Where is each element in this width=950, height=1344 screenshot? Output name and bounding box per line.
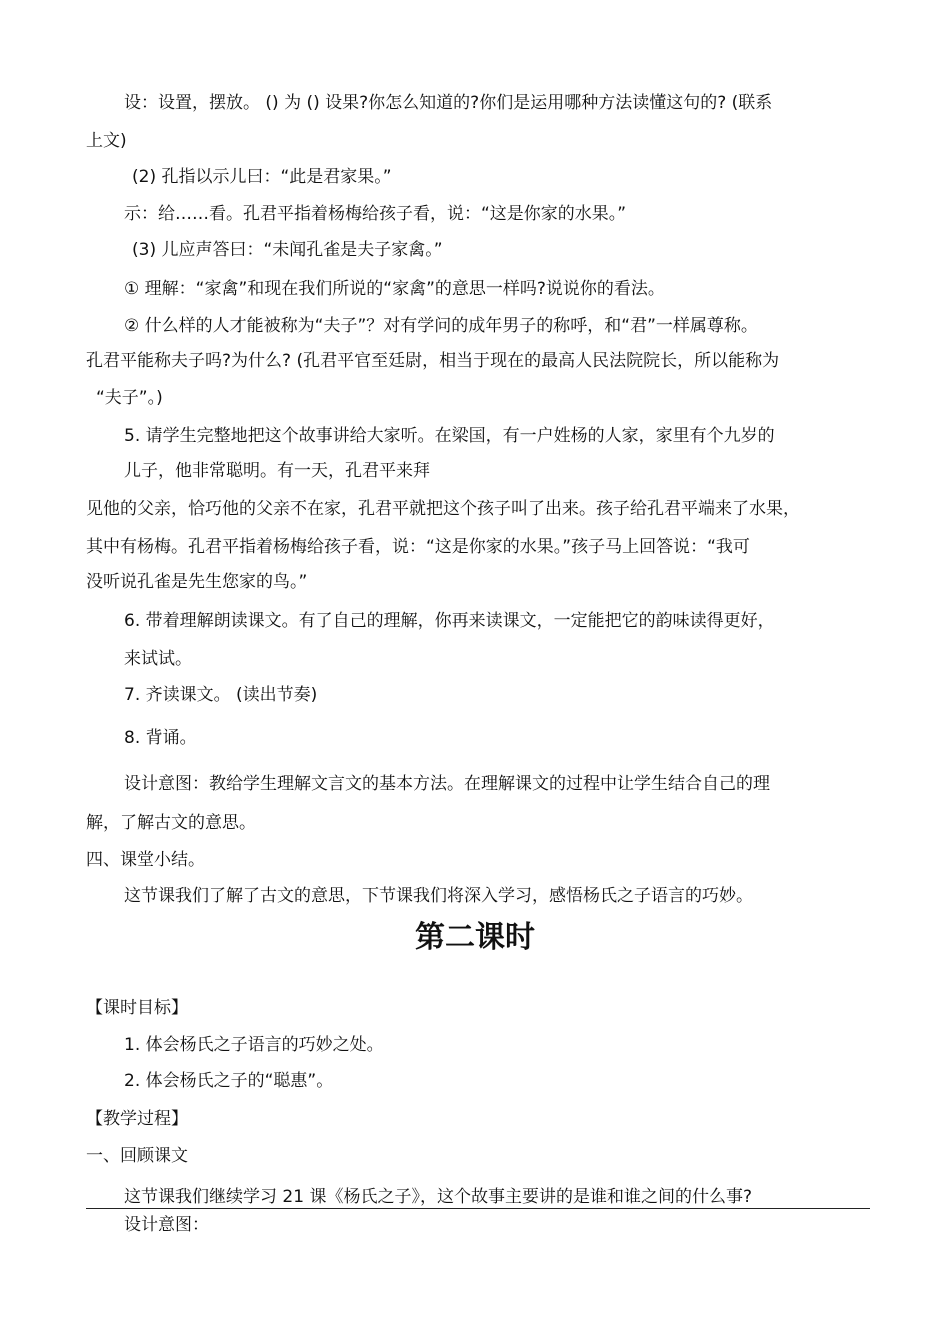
text-line: 见他的父亲，恰巧他的父亲不在家，孔君平就把这个孩子叫了出来。孩子给孔君平端来了水果， [86, 499, 800, 519]
text-line: 7. 齐读课文。 (读出节奏) [124, 685, 318, 705]
text-line: “夫子”。) [96, 388, 163, 408]
text-line: 8. 背诵。 [124, 728, 197, 748]
text-line: (2) 孔指以示儿曰：“此是君家果。” [132, 167, 392, 187]
text-line: 上文) [86, 131, 127, 151]
text-line: 6. 带着理解朗读课文。有了自己的理解，你再来读课文，一定能把它的韵味读得更好， [124, 611, 775, 631]
lesson-title: 第二课时 [415, 920, 535, 955]
horizontal-rule [86, 1208, 870, 1209]
text-line: 解，了解古文的意思。 [86, 813, 256, 833]
section-heading: 四、课堂小结。 [86, 850, 205, 870]
text-line: 设：设置，摆放。 () 为 () 设果?你怎么知道的?你们是运用哪种方法读懂这句的? (联系 [124, 93, 773, 113]
text-line: 1. 体会杨氏之子语言的巧妙之处。 [124, 1035, 384, 1055]
text-line: ② 什么样的人才能被称为“夫子”？对有学问的成年男子的称呼，和“君”一样属尊称。 [124, 316, 758, 336]
text-line: (3) 儿应声答曰：“未闻孔雀是夫子家禽。” [132, 240, 443, 260]
text-line: 设计意图：教给学生理解文言文的基本方法。在理解课文的过程中让学生结合自己的理 [124, 774, 770, 794]
text-line: ① 理解：“家禽”和现在我们所说的“家禽”的意思一样吗?说说你的看法。 [124, 279, 665, 299]
text-line: 孔君平能称夫子吗?为什么? (孔君平官至廷尉，相当于现在的最高人民法院院长，所以能称为 [86, 351, 780, 371]
section-heading: 【教学过程】 [86, 1109, 188, 1129]
text-line: 2. 体会杨氏之子的“聪惠”。 [124, 1071, 334, 1091]
section-heading: 一、回顾课文 [86, 1146, 188, 1166]
text-line: 没听说孔雀是先生您家的鸟。” [86, 572, 308, 592]
text-line: 5. 请学生完整地把这个故事讲给大家听。在梁国，有一户姓杨的人家，家里有个九岁的 [124, 426, 775, 446]
text-line: 示：给……看。孔君平指着杨梅给孩子看，说：“这是你家的水果。” [124, 204, 627, 224]
text-line: 其中有杨梅。孔君平指着杨梅给孩子看，说：“这是你家的水果。”孩子马上回答说：“我可 [86, 537, 750, 557]
text-line: 这节课我们了解了古文的意思，下节课我们将深入学习，感悟杨氏之子语言的巧妙。 [124, 886, 753, 906]
text-line: 这节课我们继续学习 21 课《杨氏之子》，这个故事主要讲的是谁和谁之间的什么事? [124, 1187, 752, 1207]
text-line: 设计意图： [124, 1215, 209, 1235]
section-heading: 【课时目标】 [86, 998, 188, 1018]
text-line: 儿子，他非常聪明。有一天，孔君平来拜 [124, 461, 430, 481]
text-line: 来试试。 [124, 649, 192, 669]
